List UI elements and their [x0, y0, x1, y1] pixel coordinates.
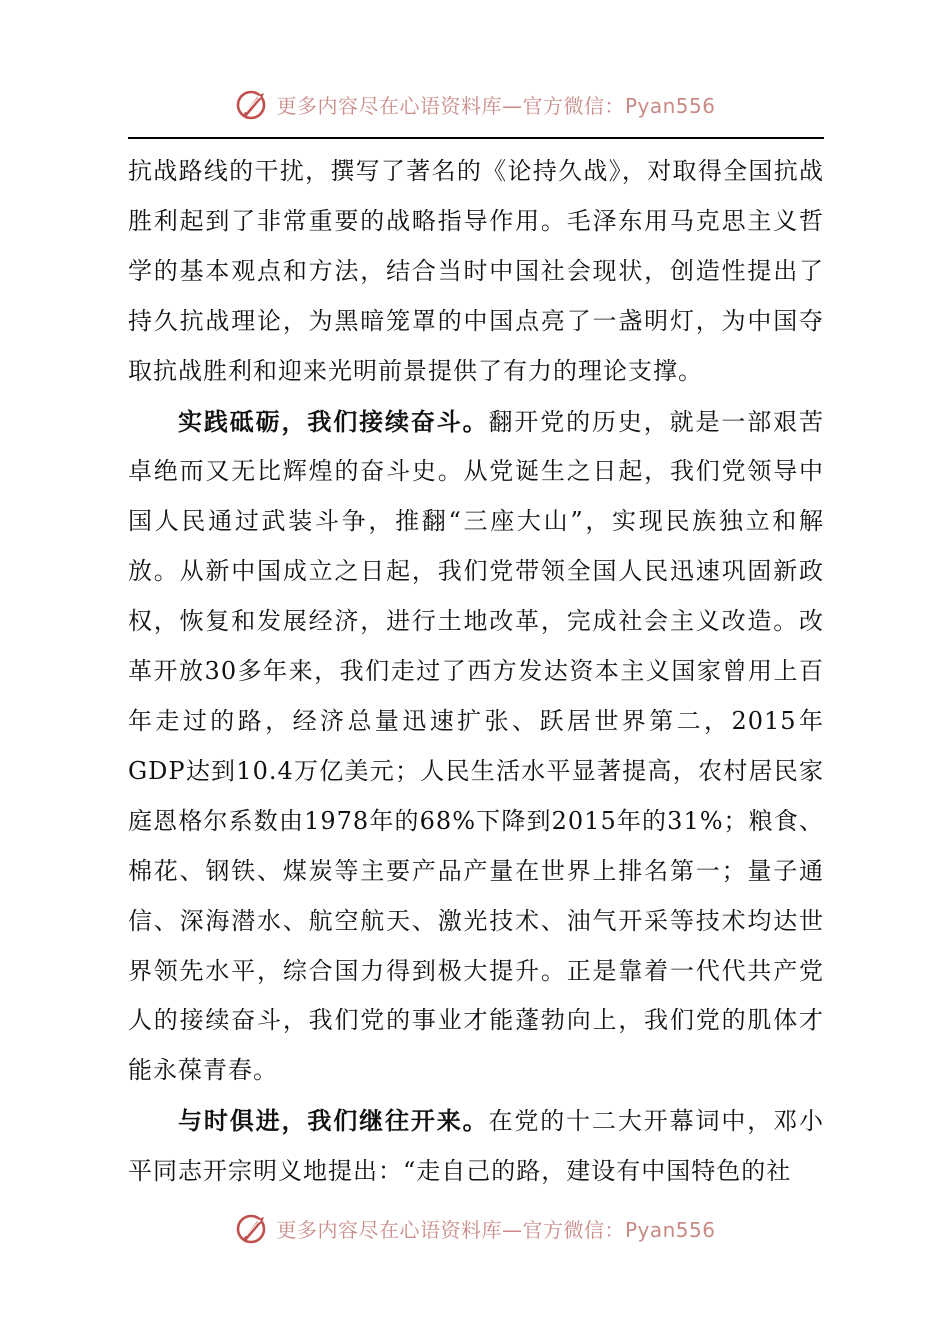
header-divider: [128, 137, 824, 139]
paragraph-2-lead: 实践砥砺，我们接续奋斗。: [178, 406, 489, 436]
paragraph-2: [128, 397, 824, 1097]
paragraph-3-text: 在党的十二大开幕词中，邓小平同志开宗明义地提出：“走自己的路，建设有中国特色的社: [128, 1107, 824, 1186]
watermark-text: 更多内容尽在心语资料库—官方微信：Pyan556: [276, 93, 716, 118]
footer-watermark: [0, 1208, 950, 1248]
paragraph-3: [128, 1096, 824, 1197]
header-watermark: [0, 84, 950, 124]
paragraph-1: 抗战路线的干扰，撰写了著名的《论持久战》，对取得全国抗战胜利起到了非常重要的战略指导作用。毛泽东用马克思主义哲学的基本观点和方法，结合当时中国社会现状，创造性提出了持久抗战理论，为黑暗笼罩的中国点亮了一盏明灯，为中国夺取抗战胜利和迎来光明前景提供了有力的理论支撑。: [128, 157, 824, 385]
document-body: [128, 147, 824, 1197]
paragraph-3-lead: 与时俱进，我们继往开来。: [178, 1106, 489, 1136]
pen-nib-logo-icon: [234, 1210, 270, 1246]
pen-nib-logo-icon: [234, 86, 270, 122]
paragraph-2-text: 翻开党的历史，就是一部艰苦卓绝而又无比辉煌的奋斗史。从党诞生之日起，我们党领导中国人民通过武装斗争，推翻“三座大山”，实现民族独立和解放。从新中国成立之日起，我们党带领全国人民迅速巩固新政权，恢复和发展经济，进行土地改革，完成社会主义改造。改革开放30多年来，我们走过了西方发达资本主义国家曾用上百年走过的路，经济总量迅速扩张、跃居世界第二，2015年GDP达到10.4万亿美元；人民生活水平显著提高，农村居民家庭恩格尔系数由1978年的68%下降到2015年的31%；粮食、棉花、钢铁、煤炭等主要产品产量在世界上排名第一；量子通信、深海潜水、航空航天、激光技术、油气开采等技术均达世界领先水平，综合国力得到极大提升。正是靠着一代代共产党人的接续奋斗，我们党的事业才能蓬勃向上，我们党的肌体才能永葆青春。: [128, 407, 824, 1085]
watermark-text: 更多内容尽在心语资料库—官方微信：Pyan556: [276, 1217, 716, 1242]
